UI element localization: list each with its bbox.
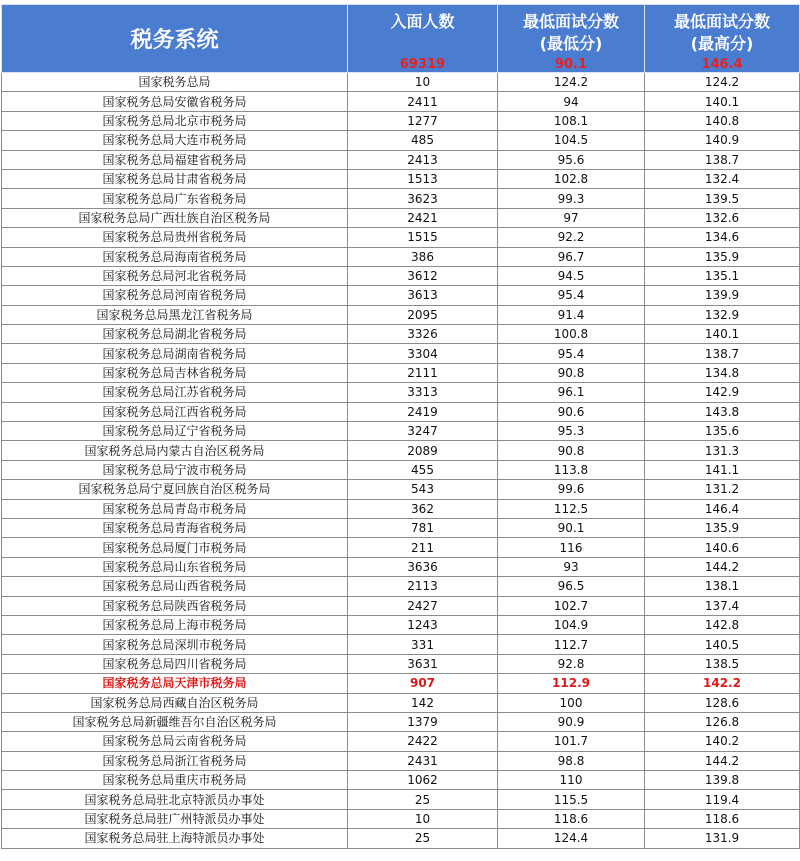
min-score-cell: 90.1 (498, 518, 645, 537)
org-name-cell: 国家税务总局上海市税务局 (2, 615, 348, 634)
table-row (2, 266, 800, 285)
org-name-cell: 国家税务总局江西省税务局 (2, 402, 348, 421)
org-name-cell: 国家税务总局大连市税务局 (2, 131, 348, 150)
org-name-cell: 国家税务总局西藏自治区税务局 (2, 693, 348, 712)
header-min-score-line2: (最低分) (539, 34, 603, 53)
table-row (2, 751, 800, 770)
interview-count-cell: 3247 (348, 422, 498, 441)
header-min-score (498, 5, 645, 73)
table-row (2, 208, 800, 227)
table-row (2, 499, 800, 518)
min-score-cell: 96.1 (498, 383, 645, 402)
org-name-cell: 国家税务总局 (2, 73, 348, 92)
max-score-cell: 138.7 (645, 150, 800, 169)
max-score-cell: 138.7 (645, 344, 800, 363)
table-row (2, 363, 800, 382)
max-score-cell: 140.5 (645, 635, 800, 654)
min-score-cell: 98.8 (498, 751, 645, 770)
max-score-cell: 140.1 (645, 325, 800, 344)
min-score-cell: 99.6 (498, 480, 645, 499)
header-interview-count (348, 5, 498, 73)
interview-count-cell: 211 (348, 538, 498, 557)
org-name-cell: 国家税务总局江苏省税务局 (2, 383, 348, 402)
org-name-cell: 国家税务总局山东省税务局 (2, 557, 348, 576)
max-score-cell: 132.9 (645, 305, 800, 324)
org-name-cell: 国家税务总局新疆维吾尔自治区税务局 (2, 712, 348, 731)
min-score-cell: 90.8 (498, 363, 645, 382)
min-score-cell: 92.2 (498, 228, 645, 247)
org-name-cell: 国家税务总局黑龙江省税务局 (2, 305, 348, 324)
org-name-cell: 国家税务总局内蒙古自治区税务局 (2, 441, 348, 460)
max-score-cell: 140.9 (645, 131, 800, 150)
interview-count-cell: 2111 (348, 363, 498, 382)
interview-count-cell: 142 (348, 693, 498, 712)
table-row (2, 674, 800, 693)
org-name-cell: 国家税务总局吉林省税务局 (2, 363, 348, 382)
interview-count-cell: 3612 (348, 266, 498, 285)
org-name-cell: 国家税务总局云南省税务局 (2, 732, 348, 751)
org-name-cell: 国家税务总局河南省税务局 (2, 286, 348, 305)
interview-count-cell: 2427 (348, 596, 498, 615)
interview-count-cell: 1379 (348, 712, 498, 731)
max-score-cell: 135.9 (645, 247, 800, 266)
min-score-cell: 96.7 (498, 247, 645, 266)
overall-min-score: 90.1 (554, 57, 588, 72)
interview-count-cell: 2421 (348, 208, 498, 227)
max-score-cell: 144.2 (645, 557, 800, 576)
min-score-cell: 102.8 (498, 169, 645, 188)
min-score-cell: 90.9 (498, 712, 645, 731)
max-score-cell: 135.1 (645, 266, 800, 285)
min-score-cell: 100.8 (498, 325, 645, 344)
max-score-cell: 126.8 (645, 712, 800, 731)
table-row (2, 325, 800, 344)
min-score-cell: 118.6 (498, 809, 645, 828)
org-name-cell: 国家税务总局宁波市税务局 (2, 460, 348, 479)
max-score-cell: 141.1 (645, 460, 800, 479)
min-score-cell: 95.6 (498, 150, 645, 169)
max-score-cell: 135.6 (645, 422, 800, 441)
org-name-cell: 国家税务总局驻上海特派员办事处 (2, 829, 348, 848)
table-row (2, 73, 800, 92)
min-score-cell: 97 (498, 208, 645, 227)
interview-count-cell: 485 (348, 131, 498, 150)
min-score-cell: 124.2 (498, 73, 645, 92)
min-score-cell: 112.9 (498, 674, 645, 693)
interview-count-cell: 3304 (348, 344, 498, 363)
org-name-cell: 国家税务总局宁夏回族自治区税务局 (2, 480, 348, 499)
table-row (2, 344, 800, 363)
table-row (2, 305, 800, 324)
org-name-cell: 国家税务总局贵州省税务局 (2, 228, 348, 247)
org-name-cell: 国家税务总局海南省税务局 (2, 247, 348, 266)
max-score-cell: 118.6 (645, 809, 800, 828)
table-row (2, 596, 800, 615)
table-row (2, 557, 800, 576)
min-score-cell: 94.5 (498, 266, 645, 285)
max-score-cell: 137.4 (645, 596, 800, 615)
max-score-cell: 140.2 (645, 732, 800, 751)
min-score-cell: 100 (498, 693, 645, 712)
min-score-cell: 108.1 (498, 111, 645, 130)
max-score-cell: 140.6 (645, 538, 800, 557)
table-row (2, 422, 800, 441)
max-score-cell: 131.2 (645, 480, 800, 499)
table-row (2, 771, 800, 790)
table-row (2, 383, 800, 402)
interview-count-cell: 3613 (348, 286, 498, 305)
org-name-cell: 国家税务总局甘肃省税务局 (2, 169, 348, 188)
interview-count-cell: 3631 (348, 654, 498, 673)
interview-count-cell: 331 (348, 635, 498, 654)
max-score-cell: 140.1 (645, 92, 800, 111)
min-score-cell: 112.5 (498, 499, 645, 518)
org-name-cell: 国家税务总局广东省税务局 (2, 189, 348, 208)
max-score-cell: 132.4 (645, 169, 800, 188)
interview-count-cell: 3313 (348, 383, 498, 402)
min-score-cell: 95.4 (498, 344, 645, 363)
min-score-cell: 91.4 (498, 305, 645, 324)
interview-count-cell: 2113 (348, 577, 498, 596)
min-score-cell: 112.7 (498, 635, 645, 654)
table-row (2, 829, 800, 848)
min-score-cell: 90.6 (498, 402, 645, 421)
interview-count-cell: 25 (348, 829, 498, 848)
table-row (2, 286, 800, 305)
min-score-cell: 93 (498, 557, 645, 576)
table-row (2, 150, 800, 169)
interview-count-cell: 3636 (348, 557, 498, 576)
max-score-cell: 138.1 (645, 577, 800, 596)
table-row (2, 131, 800, 150)
min-score-cell: 124.4 (498, 829, 645, 848)
interview-count-cell: 2411 (348, 92, 498, 111)
overall-max-score: 146.4 (701, 57, 743, 72)
interview-count-cell: 1062 (348, 771, 498, 790)
max-score-cell: 140.8 (645, 111, 800, 130)
table-row (2, 693, 800, 712)
min-score-cell: 104.5 (498, 131, 645, 150)
tax-system-score-table-container (1, 4, 799, 849)
max-score-cell: 143.8 (645, 402, 800, 421)
min-score-cell: 110 (498, 771, 645, 790)
org-name-cell: 国家税务总局山西省税务局 (2, 577, 348, 596)
org-name-cell: 国家税务总局四川省税务局 (2, 654, 348, 673)
table-row (2, 538, 800, 557)
org-name-cell: 国家税务总局福建省税务局 (2, 150, 348, 169)
interview-count-cell: 2419 (348, 402, 498, 421)
interview-count-cell: 25 (348, 790, 498, 809)
min-score-cell: 104.9 (498, 615, 645, 634)
org-name-cell: 国家税务总局安徽省税务局 (2, 92, 348, 111)
max-score-cell: 139.8 (645, 771, 800, 790)
table-row (2, 441, 800, 460)
max-score-cell: 139.9 (645, 286, 800, 305)
interview-count-cell: 2422 (348, 732, 498, 751)
interview-count-cell: 781 (348, 518, 498, 537)
max-score-cell: 135.9 (645, 518, 800, 537)
max-score-cell: 119.4 (645, 790, 800, 809)
interview-count-cell: 1243 (348, 615, 498, 634)
table-title: 税务系统 (2, 5, 348, 73)
min-score-cell: 101.7 (498, 732, 645, 751)
table-row (2, 732, 800, 751)
interview-count-cell: 2413 (348, 150, 498, 169)
score-table (1, 4, 800, 849)
table-row (2, 480, 800, 499)
min-score-cell: 113.8 (498, 460, 645, 479)
interview-count-cell: 907 (348, 674, 498, 693)
header-max-score-line1: 最低面试分数 (673, 12, 770, 31)
min-score-cell: 102.7 (498, 596, 645, 615)
interview-count-cell: 386 (348, 247, 498, 266)
interview-count-cell: 10 (348, 73, 498, 92)
interview-count-cell: 2095 (348, 305, 498, 324)
table-row (2, 247, 800, 266)
min-score-cell: 95.3 (498, 422, 645, 441)
org-name-cell: 国家税务总局湖南省税务局 (2, 344, 348, 363)
table-row (2, 615, 800, 634)
org-name-cell: 国家税务总局厦门市税务局 (2, 538, 348, 557)
table-row (2, 169, 800, 188)
max-score-cell: 134.6 (645, 228, 800, 247)
min-score-cell: 94 (498, 92, 645, 111)
org-name-cell: 国家税务总局重庆市税务局 (2, 771, 348, 790)
header-interview-count-label: 入面人数 (390, 12, 455, 31)
max-score-cell: 131.3 (645, 441, 800, 460)
max-score-cell: 146.4 (645, 499, 800, 518)
interview-count-cell: 3326 (348, 325, 498, 344)
max-score-cell: 134.8 (645, 363, 800, 382)
interview-count-cell: 543 (348, 480, 498, 499)
interview-count-cell: 3623 (348, 189, 498, 208)
interview-count-cell: 2431 (348, 751, 498, 770)
min-score-cell: 92.8 (498, 654, 645, 673)
min-score-cell: 99.3 (498, 189, 645, 208)
interview-count-cell: 455 (348, 460, 498, 479)
org-name-cell: 国家税务总局深圳市税务局 (2, 635, 348, 654)
org-name-cell: 国家税务总局驻广州特派员办事处 (2, 809, 348, 828)
interview-count-cell: 10 (348, 809, 498, 828)
header-max-score (645, 5, 800, 73)
org-name-cell: 国家税务总局湖北省税务局 (2, 325, 348, 344)
min-score-cell: 116 (498, 538, 645, 557)
table-row (2, 635, 800, 654)
max-score-cell: 142.8 (645, 615, 800, 634)
org-name-cell: 国家税务总局北京市税务局 (2, 111, 348, 130)
org-name-cell: 国家税务总局陕西省税务局 (2, 596, 348, 615)
table-row (2, 92, 800, 111)
max-score-cell: 131.9 (645, 829, 800, 848)
min-score-cell: 96.5 (498, 577, 645, 596)
max-score-cell: 128.6 (645, 693, 800, 712)
table-row (2, 518, 800, 537)
min-score-cell: 95.4 (498, 286, 645, 305)
min-score-cell: 90.8 (498, 441, 645, 460)
table-row (2, 809, 800, 828)
org-name-cell: 国家税务总局天津市税务局 (2, 674, 348, 693)
max-score-cell: 144.2 (645, 751, 800, 770)
interview-count-cell: 1515 (348, 228, 498, 247)
org-name-cell: 国家税务总局河北省税务局 (2, 266, 348, 285)
table-row (2, 577, 800, 596)
table-row (2, 790, 800, 809)
table-row (2, 460, 800, 479)
org-name-cell: 国家税务总局浙江省税务局 (2, 751, 348, 770)
header-min-score-line1: 最低面试分数 (522, 12, 619, 31)
org-name-cell: 国家税务总局辽宁省税务局 (2, 422, 348, 441)
total-count: 69319 (399, 57, 446, 72)
table-row (2, 654, 800, 673)
max-score-cell: 138.5 (645, 654, 800, 673)
max-score-cell: 132.6 (645, 208, 800, 227)
interview-count-cell: 2089 (348, 441, 498, 460)
max-score-cell: 139.5 (645, 189, 800, 208)
org-name-cell: 国家税务总局青海省税务局 (2, 518, 348, 537)
table-body (2, 73, 800, 849)
interview-count-cell: 1277 (348, 111, 498, 130)
table-row (2, 228, 800, 247)
table-row (2, 402, 800, 421)
max-score-cell: 124.2 (645, 73, 800, 92)
interview-count-cell: 1513 (348, 169, 498, 188)
header-max-score-line2: (最高分) (690, 34, 754, 53)
table-row (2, 712, 800, 731)
table-row (2, 189, 800, 208)
max-score-cell: 142.2 (645, 674, 800, 693)
org-name-cell: 国家税务总局驻北京特派员办事处 (2, 790, 348, 809)
org-name-cell: 国家税务总局青岛市税务局 (2, 499, 348, 518)
table-row (2, 111, 800, 130)
min-score-cell: 115.5 (498, 790, 645, 809)
interview-count-cell: 362 (348, 499, 498, 518)
table-header (2, 5, 800, 73)
org-name-cell: 国家税务总局广西壮族自治区税务局 (2, 208, 348, 227)
max-score-cell: 142.9 (645, 383, 800, 402)
